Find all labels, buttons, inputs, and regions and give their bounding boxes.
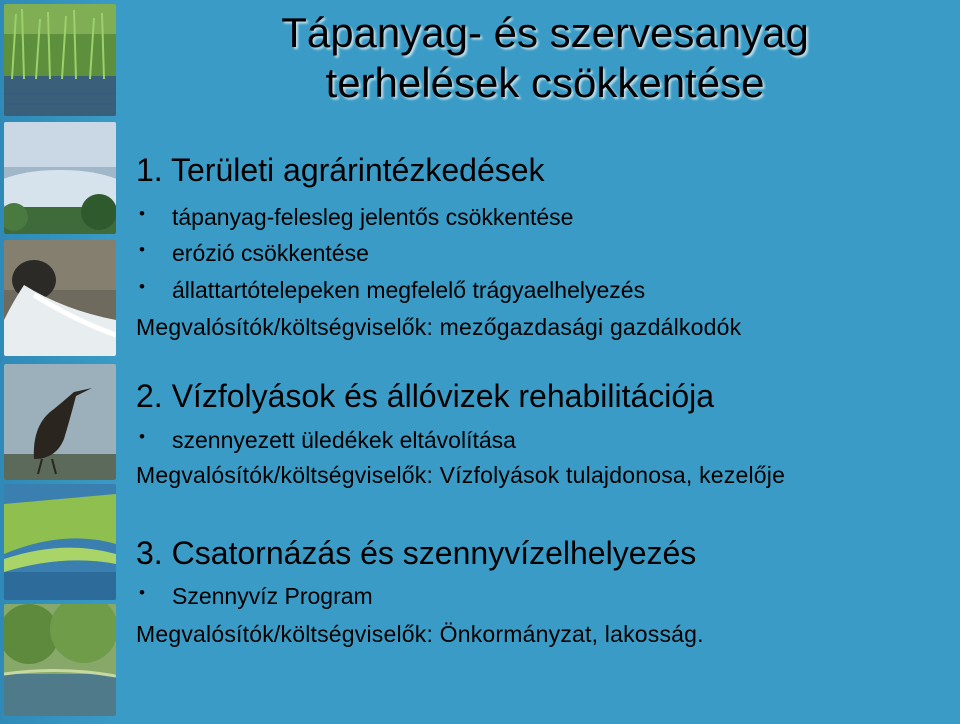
bullet-text: erózió csökkentése bbox=[172, 240, 369, 266]
bullet-dot: • bbox=[139, 583, 145, 602]
bullet-text: állattartótelepeken megfelelő trágyaelhelyezés bbox=[172, 277, 646, 303]
slide-title bbox=[220, 8, 870, 108]
photo-strip bbox=[0, 0, 122, 724]
wetland-grass-photo bbox=[4, 484, 116, 600]
bullet-text: tápanyag-felesleg jelentős csökkentése bbox=[172, 204, 574, 230]
section-3-bullet-1 bbox=[136, 583, 373, 610]
cormorant-photo bbox=[4, 364, 116, 480]
riverbank-trees-photo bbox=[4, 604, 116, 716]
section-1-bullet-1 bbox=[136, 204, 573, 231]
sewage-outflow-photo bbox=[4, 240, 116, 356]
section-1-bullet-3 bbox=[136, 277, 645, 304]
section-2-heading: 2. Vízfolyások és állóvizek rehabilitációja bbox=[136, 378, 715, 414]
section-1-bullet-2 bbox=[136, 240, 369, 267]
bullet-dot: • bbox=[139, 204, 145, 223]
section-2-bullet-1 bbox=[136, 427, 516, 454]
bullet-text: Szennyvíz Program bbox=[172, 583, 373, 609]
river-photo bbox=[4, 122, 116, 234]
section-2-responsible: Megvalósítók/költségviselők: Vízfolyások tulajdonosa, kezelője bbox=[136, 462, 786, 488]
title-line-2: terhelések csökkentése bbox=[325, 59, 765, 106]
bullet-dot: • bbox=[139, 240, 145, 259]
title-line-1: Tápanyag- és szervesanyag bbox=[281, 9, 809, 56]
section-1-responsible: Megvalósítók/költségviselők: mezőgazdasági gazdálkodók bbox=[136, 314, 742, 340]
reeds-pond-photo bbox=[4, 4, 116, 116]
bullet-dot: • bbox=[139, 277, 145, 296]
section-1-heading: 1. Területi agrárintézkedések bbox=[136, 152, 545, 188]
section-3-responsible: Megvalósítók/költségviselők: Önkormányzat, lakosság. bbox=[136, 621, 704, 647]
bullet-text: szennyezett üledékek eltávolítása bbox=[172, 427, 516, 453]
section-3-heading: 3. Csatornázás és szennyvízelhelyezés bbox=[136, 535, 697, 571]
bullet-dot: • bbox=[139, 427, 145, 446]
